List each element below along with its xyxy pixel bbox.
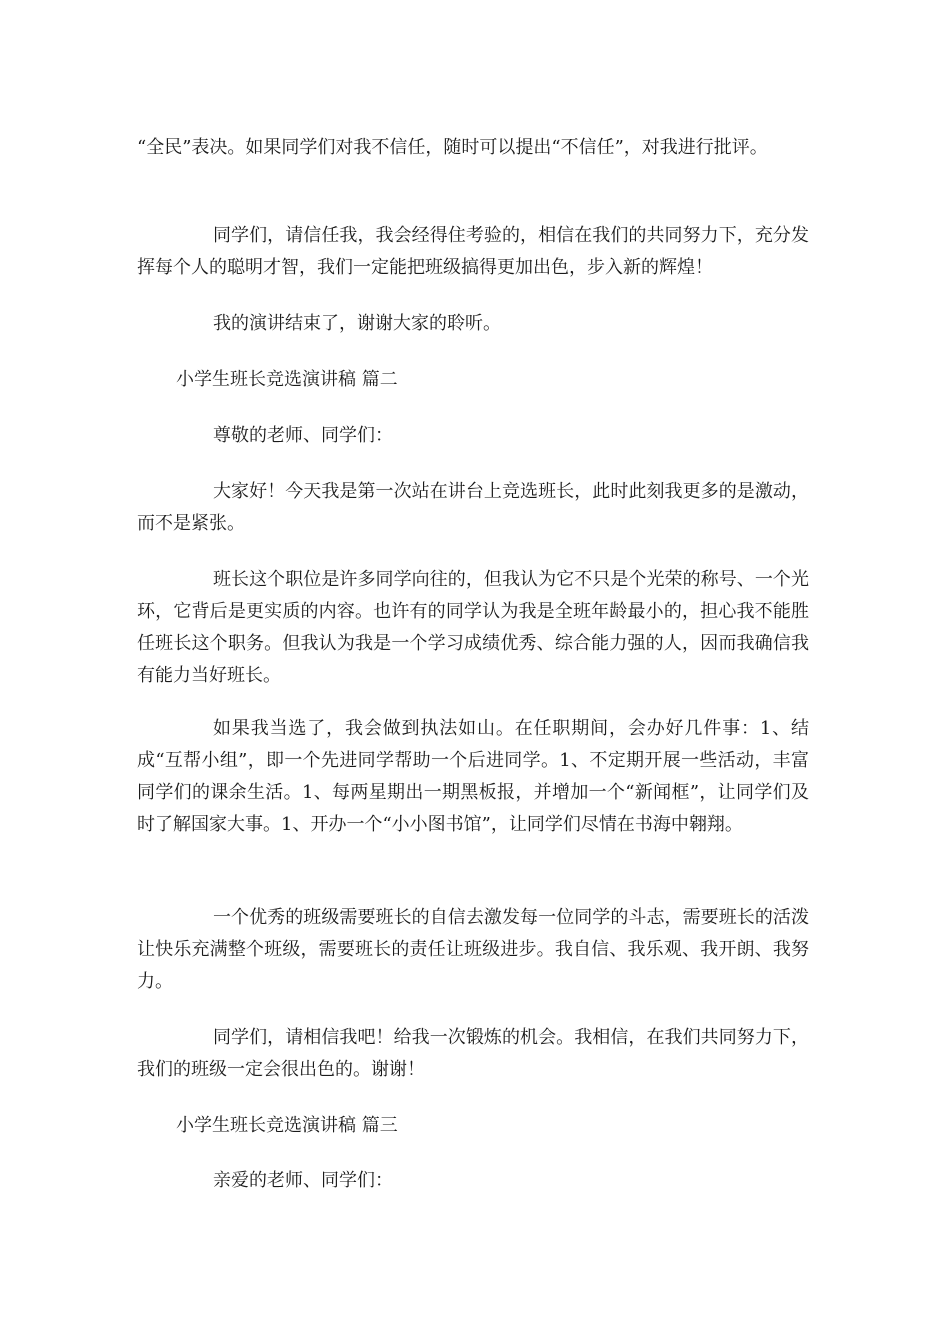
paragraph-salutation-three: 亲爱的老师、同学们： bbox=[213, 1170, 393, 1191]
paragraph-plans: 如果我当选了，我会做到执法如山。在任职期间，会办好几件事：1、结成“互帮小组”，即一个先进同学帮助一个后进同学。1、不定期开展一些活动，丰富同学们的课余生活。1、每两星期出一期黑板报，并增加一个“新闻框”，让同学们及时了解国家大事。1、开办一个“小小图书馆”，让同学们尽情在书海中翱翔。 bbox=[137, 718, 809, 835]
paragraph-qualities: 一个优秀的班级需要班长的自信去激发每一位同学的斗志，需要班长的活泼让快乐充满整个班级，需要班长的责任让班级进步。我自信、我乐观、我开朗、我努力。 bbox=[137, 907, 809, 992]
paragraph-continued: “全民”表决。如果同学们对我不信任，随时可以提出“不信任”，对我进行批评。 bbox=[137, 137, 768, 158]
paragraph-greeting: 大家好！今天我是第一次站在讲台上竞选班长，此时此刻我更多的是激动，而不是紧张。 bbox=[137, 481, 809, 534]
paragraph-salutation: 尊敬的老师、同学们： bbox=[213, 425, 393, 446]
paragraph-role: 班长这个职位是许多同学向往的，但我认为它不只是个光荣的称号、一个光环，它背后是更实质的内容。也许有的同学认为我是全班年龄最小的，担心我不能胜任班长这个职务。但我认为我是一个学习成绩优秀、综合能力强的人，因而我确信我有能力当好班长。 bbox=[137, 569, 809, 686]
section-heading-part-two: 小学生班长竞选演讲稿 篇二 bbox=[176, 369, 398, 390]
paragraph-trust-me: 同学们，请信任我，我会经得住考验的，相信在我们的共同努力下，充分发挥每个人的聪明才智，我们一定能把班级搞得更加出色，步入新的辉煌！ bbox=[137, 225, 809, 278]
paragraph-closing: 我的演讲结束了，谢谢大家的聆听。 bbox=[213, 313, 501, 334]
section-heading-part-three: 小学生班长竞选演讲稿 篇三 bbox=[176, 1115, 398, 1136]
paragraph-appeal: 同学们，请相信我吧！给我一次锻炼的机会。我相信，在我们共同努力下，我们的班级一定会很出色的。谢谢！ bbox=[137, 1027, 809, 1080]
